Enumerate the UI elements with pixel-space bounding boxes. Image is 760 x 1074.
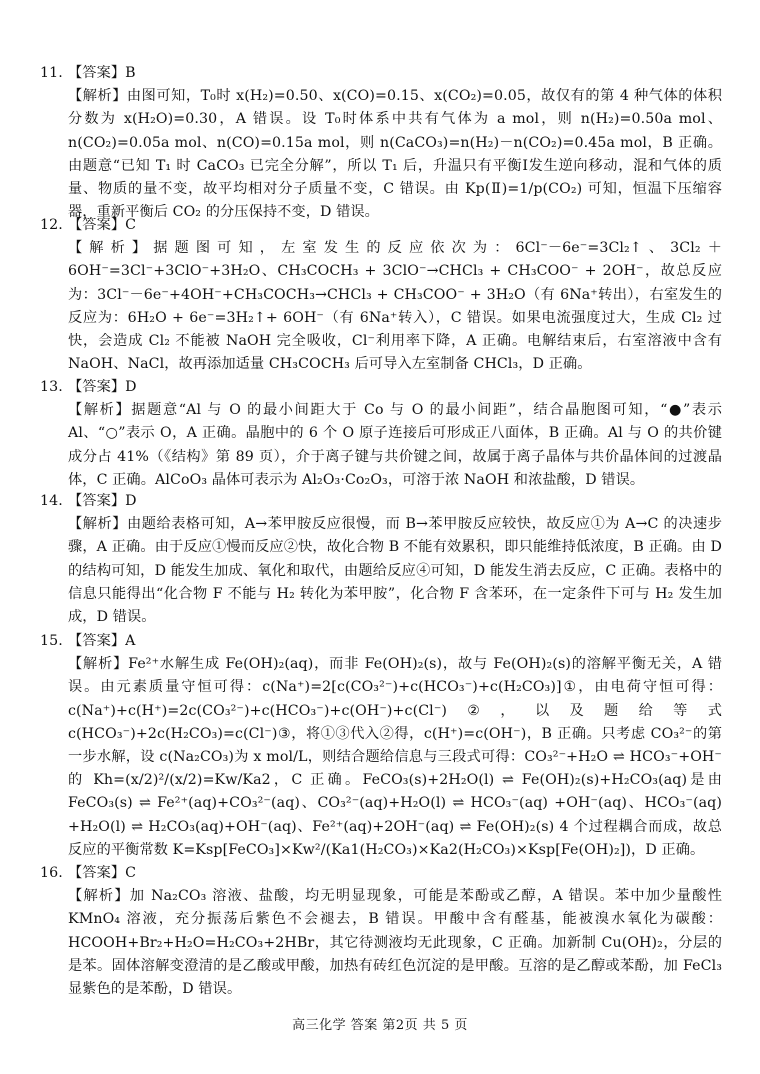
explanation-text: 【解析】据题图可知，左室发生的反应依次为：6Cl⁻－6e⁻=3Cl₂↑、3Cl₂＋6OH⁻=3Cl⁻+3ClO⁻+3H₂O、CH₃COCH₃ + 3ClO⁻→CHCl₃ + CH₃COO⁻ + 2OH⁻，故总反应为：3Cl⁻－6e⁻+4OH⁻+CH₃COCH₃→CHCl₃ + CH₃COO⁻ + 3H₂O（有 6Na⁺转出），右室发生的反应为：6H₂O + 6e⁻=3H₂↑+ 6OH⁻（有 6Na⁺转入），C 错误。如果电流强度过大，生成 Cl₂ 过快，会造成 Cl₂ 不能被 NaOH 完全吸收，Cl⁻利用率下降，A 正确。电解结束后，右室溶液中含有 NaOH、NaCl，故再添加适量 CH₃COCH₃ 后可导入左室制备 CHCl₃，D 正确。 [68, 240, 722, 373]
question-11 [40, 62, 722, 224]
question-16 [40, 862, 722, 1001]
answer-text: 【答案】C [68, 217, 137, 233]
question-12 [40, 214, 722, 376]
answer-line [40, 862, 722, 885]
answer-line [40, 630, 722, 653]
question-number: 12. [40, 217, 63, 233]
explanation-text: 【解析】Fe²⁺水解生成 Fe(OH)₂(aq)，而非 Fe(OH)₂(s)，故与 Fe(OH)₂(s)的溶解平衡无关，A 错误。由元素质量守恒可得：c(Na⁺)=2[c(CO₃²⁻)+c(HCO₃⁻)+c(H₂CO₃)]①，由电荷守恒可得：c(Na⁺)+c(H⁺)=2c(CO₃²⁻)+c(HCO₃⁻)+c(OH⁻)+c(Cl⁻)②，以及题给等式 c(HCO₃⁻)+2c(H₂CO₃)=c(Cl⁻)③，将①③代入②得，c(H⁺)=c(OH⁻)，B 正确。只考虑 CO₃²⁻的第一步水解，设 c(Na₂CO₃)为 x mol/L，则结合题给信息与三段式可得：CO₃²⁻+H₂O ⇌ HCO₃⁻+OH⁻的 Kh=(x/2)²/(x/2)=Kw/Ka2，C 正确。FeCO₃(s)+2H₂O(l) ⇌ Fe(OH)₂(s)+H₂CO₃(aq)是由 FeCO₃(s) ⇌ Fe²⁺(aq)+CO₃²⁻(aq)、CO₃²⁻(aq)+H₂O(l) ⇌ HCO₃⁻(aq) +OH⁻(aq)、HCO₃⁻(aq) +H₂O(l) ⇌ H₂CO₃(aq)+OH⁻(aq)、Fe²⁺(aq)+2OH⁻(aq) ⇌ Fe(OH)₂(s) 4 个过程耦合而成，故总反应的平衡常数 K=Ksp[FeCO₃]×Kw²/(Ka1(H₂CO₃)×Ka2(H₂CO₃)×Ksp[Fe(OH)₂])，D 正确。 [68, 656, 722, 858]
question-13 [40, 376, 722, 492]
question-number: 15. [40, 633, 63, 649]
question-number: 14. [40, 493, 63, 509]
question-number: 13. [40, 379, 63, 395]
answer-text: 【答案】A [68, 633, 136, 649]
answer-text: 【答案】B [68, 65, 136, 81]
answer-line [40, 214, 722, 237]
answer-text: 【答案】D [68, 493, 137, 509]
page-footer: 高三化学 答案 第2页 共 5 页 [292, 1018, 468, 1033]
question-14 [40, 490, 722, 629]
question-number: 11. [40, 65, 63, 81]
question-number: 16. [40, 865, 63, 881]
explanation-text: 【解析】加 Na₂CO₃ 溶液、盐酸，均无明显现象，可能是苯酚或乙醇，A 错误。苯中加少量酸性 KMnO₄ 溶液，充分振荡后紫色不会褪去，B 错误。甲酸中含有醛基，能被溴水氧化为碳酸：HCOOH+Br₂+H₂O=H₂CO₃+2HBr，其它待测液均无此现象，C 正确。加新制 Cu(OH)₂，分层的是苯。固体溶解变澄清的是乙酸或甲酸，加热有砖红色沉淀的是甲酸。互溶的是乙醇或苯酚，加 FeCl₃ 显紫色的是苯酚，D 错误。 [68, 888, 722, 998]
explanation-text: 【解析】由题给表格可知，A→苯甲胺反应很慢，而 B→苯甲胺反应较快，故反应①为 A→C 的决速步骤，A 正确。由于反应①慢而反应②快，故化合物 B 不能有效累积，即只能维持低浓度，B 正确。由 D 的结构可知，D 能发生加成、氧化和取代，由题给反应④可知，D 能发生消去反应，C 正确。表格中的信息只能得出“化合物 F 不能与 H₂ 转化为苯甲胺”，化合物 F 含苯环，在一定条件下可与 H₂ 发生加成，D 错误。 [68, 516, 722, 626]
answer-text: 【答案】C [68, 865, 137, 881]
explanation-text: 【解析】由图可知，T₀时 x(H₂)=0.50、x(CO)=0.15、x(CO₂)=0.05，故仅有的第 4 种气体的体积分数为 x(H₂O)=0.30，A 错误。设 T₀时体系中共有气体为 a mol，则 n(H₂)=0.50a mol、n(CO₂)=0.05a mol、n(CO)=0.15a mol，则 n(CaCO₃)=n(H₂)－n(CO₂)=0.45a mol，B 正确。由题意“已知 T₁ 时 CaCO₃ 已完全分解”，所以 T₁ 后，升温只有平衡Ⅰ发生逆向移动，混和气体的质量、物质的量不变，故平均相对分子质量不变，C 错误。由 Kp(Ⅱ)=1/p(CO₂) 可知，恒温下压缩容器，重新平衡后 CO₂ 的分压保持不变，D 错误。 [68, 88, 722, 221]
answer-line [40, 62, 722, 85]
question-15 [40, 630, 722, 862]
answer-line [40, 376, 722, 399]
answer-text: 【答案】D [68, 379, 137, 395]
answer-line [40, 490, 722, 513]
explanation-text: 【解析】据题意“Al 与 O 的最小间距大于 Co 与 O 的最小间距”，结合晶胞图可知，“●”表示 Al、“○”表示 O，A 正确。晶胞中的 6 个 O 原子连接后可形成正八面体，B 正确。Al 与 O 的共价键成分占 41%（《结构》第 89 页），介于离子键与共价键之间，故属于离子晶体与共价晶体间的过渡晶体，C 正确。AlCoO₃ 晶体可表示为 Al₂O₃·Co₂O₃，可溶于浓 NaOH 和浓盐酸，D 错误。 [68, 402, 722, 488]
